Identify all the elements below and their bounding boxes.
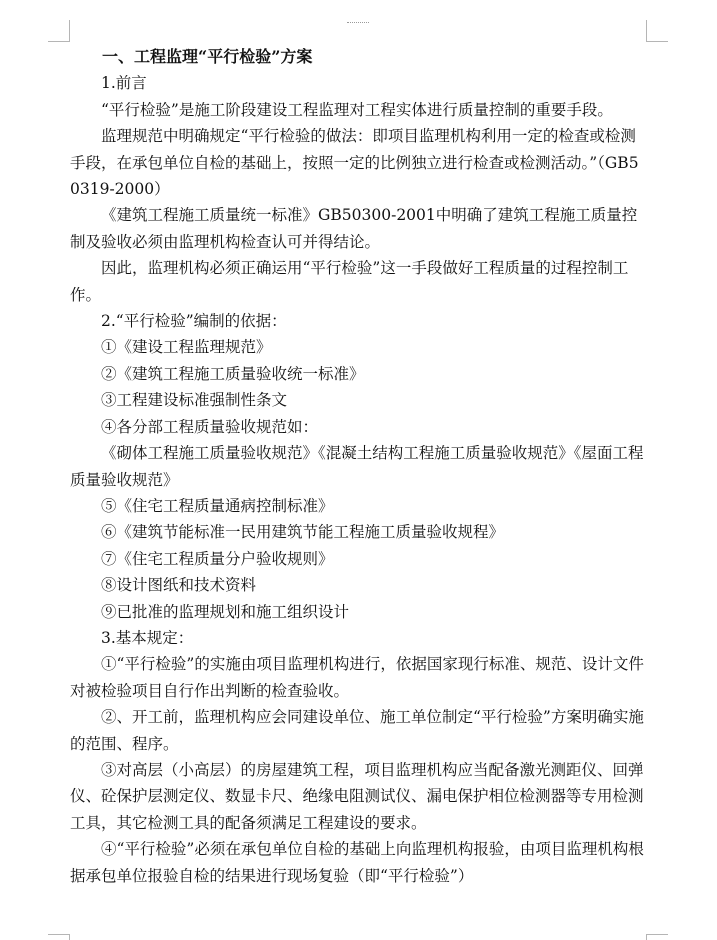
list-item: ⑤《住宅工程质量通病控制标准》 — [101, 496, 334, 515]
crop-mark-top-right — [646, 41, 668, 42]
paragraph: “平行检验”是施工阶段建设工程监理对工程实体进行质量控制的重要手段。 — [101, 100, 613, 119]
crop-mark-bottom-left — [69, 934, 70, 940]
paragraph-preface-title: 1.前言 — [101, 74, 147, 93]
crop-mark-top-right — [646, 20, 647, 42]
list-item: ⑧设计图纸和技术资料 — [101, 576, 257, 595]
crop-mark-bottom-right — [646, 934, 647, 940]
list-item: ⑨已批准的监理规划和施工组织设计 — [101, 602, 350, 621]
paragraph: 监理规范中明确规定“平行检验的做法：即项目监理机构利用一定的检查或检测手段，在承包单位自检的基础上，按照一定的比例独立进行检查或检测活动。”（GB50319-2000） — [70, 127, 639, 199]
page-top-handle[interactable] — [347, 22, 369, 23]
crop-mark-bottom-left — [48, 934, 70, 935]
paragraph-basis-title: 2.“平行检验”编制的依据： — [101, 312, 287, 331]
list-item: ①“平行检验”的实施由项目监理机构进行，依据国家现行标准、规范、设计文件对被检验项目自行作出判断的检查验收。 — [70, 655, 644, 700]
list-item: ③工程建设标准强制性条文 — [101, 391, 288, 410]
list-item: ④各分部工程质量验收规范如： — [101, 417, 319, 436]
list-item: ③对高层（小高层）的房屋建筑工程，项目监理机构应当配备激光测距仪、回弹仪、砼保护层测定仪、数显卡尺、绝缘电阻测试仪、漏电保护相位检测器等专用检测工具，其它检测工具的配备须满足工程建设的要求。 — [70, 760, 644, 832]
list-item: ④“平行检验”必须在承包单位自检的基础上向监理机构报验，由项目监理机构根据承包单位报验自检的结果进行现场复验（即“平行检验”） — [70, 840, 644, 885]
list-item: ⑥《建筑节能标准一民用建筑节能工程施工质量验收规程》 — [101, 523, 505, 542]
paragraph: 《砌体工程施工质量验收规范》《混凝土结构工程施工质量验收规范》《屋面工程质量验收规范》 — [70, 444, 644, 489]
paragraph: 因此，监理机构必须正确运用“平行检验”这一手段做好工程质量的过程控制工作。 — [70, 259, 629, 304]
paragraph-rules-title: 3.基本规定： — [101, 628, 194, 647]
crop-mark-bottom-right — [646, 934, 668, 935]
crop-mark-top-left — [69, 20, 70, 42]
document-body[interactable] — [70, 44, 648, 889]
section-heading: 一、工程监理“平行检验”方案 — [102, 47, 313, 66]
paragraph: 《建筑工程施工质量统一标准》GB50300-2001中明确了建筑工程施工质量控制及验收必须由监理机构检查认可并得结论。 — [70, 206, 638, 251]
crop-mark-top-left — [48, 41, 70, 42]
list-item: ②、开工前，监理机构应会同建设单位、施工单位制定“平行检验”方案明确实施的范围、程序。 — [70, 708, 644, 753]
list-item: ⑦《住宅工程质量分户验收规则》 — [101, 549, 334, 568]
list-item: ②《建筑工程施工质量验收统一标准》 — [101, 364, 365, 383]
list-item: ①《建设工程监理规范》 — [101, 338, 272, 357]
